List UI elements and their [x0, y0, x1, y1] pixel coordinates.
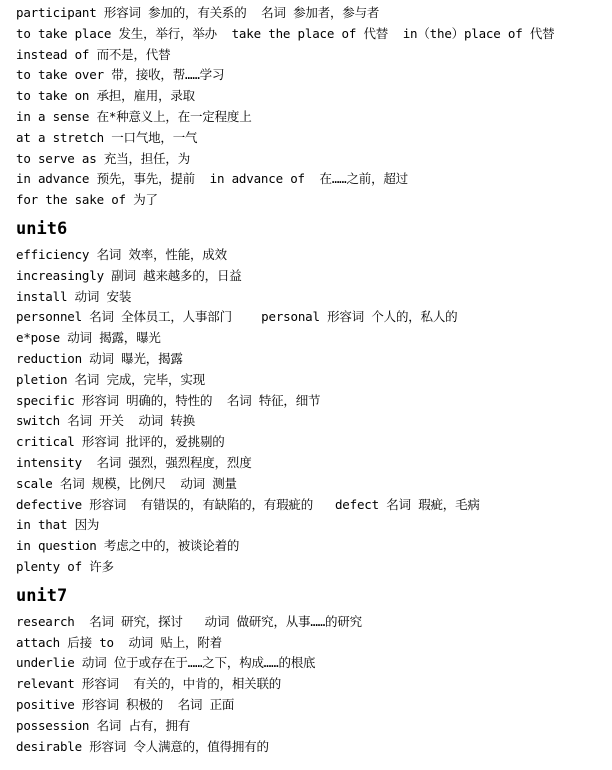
vocab-line: pletion 名词 完成，完毕，实现: [16, 371, 205, 387]
vocab-line: scale 名词 规模，比例尺 动词 测量: [16, 475, 237, 491]
vocab-line: positive 形容词 积极的 名词 正面: [16, 696, 235, 712]
unit-heading: unit7: [16, 585, 68, 606]
vocab-line: to take on 承担，雇用，录取: [16, 88, 195, 104]
vocab-line: relevant 形容词 有关的，中肯的，相关联的: [16, 676, 282, 692]
vocab-line: specific 形容词 明确的，特性的 名词 特征，细节: [16, 392, 321, 408]
vocab-line: critical 形容词 批评的，爱挑剔的: [16, 434, 225, 450]
unit-heading: unit6: [16, 218, 68, 239]
section-unit6: [16, 217, 606, 578]
vocab-line: desirable 形容词 令人满意的，值得拥有的: [16, 738, 269, 754]
vocab-line: research 名词 研究，探讨 动词 做研究，从事……的研究: [16, 613, 362, 629]
vocab-line: in advance 预先，事先，提前 in advance of 在……之前，超过: [16, 171, 408, 187]
vocab-line: efficiency 名词 效率，性能，成效: [16, 246, 227, 262]
vocab-line: at a stretch 一口气地，一气: [16, 129, 198, 145]
vocab-line: increasingly 副词 越来越多的，日益: [16, 267, 242, 283]
vocab-line: defective 形容词 有错误的，有缺陷的，有瑕疵的 defect 名词 瑕疵，毛病: [16, 496, 480, 512]
section-intro: [16, 3, 606, 211]
vocab-line: reduction 动词 曝光，揭露: [16, 350, 183, 366]
vocab-line: for the sake of 为了: [16, 192, 158, 208]
vocab-line: install 动词 安装: [16, 288, 132, 304]
vocab-line: to take over 带，接收，帮……学习: [16, 67, 225, 83]
document-page: [16, 3, 606, 757]
vocab-line: underlie 动词 位于或存在于……之下，构成……的根底: [16, 655, 316, 671]
vocab-line: possession 名词 占有，拥有: [16, 717, 191, 733]
section-unit7: [16, 584, 606, 758]
vocab-line: to take place 发生，举行，举办 take the place of 代替 in（the）place of 代替: [16, 25, 555, 41]
vocab-line: personnel 名词 全体员工，人事部门 personal 形容词 个人的，私人的: [16, 309, 458, 325]
vocab-line: e*pose 动词 揭露，曝光: [16, 330, 161, 346]
vocab-line: in question 考虑之中的，被谈论着的: [16, 538, 240, 554]
vocab-line: in that 因为: [16, 517, 100, 533]
vocab-line: instead of 而不是，代替: [16, 46, 171, 62]
vocab-line: participant 形容词 参加的，有关系的 名词 参加者，参与者: [16, 5, 380, 20]
vocab-line: intensity 名词 强烈，强烈程度，烈度: [16, 454, 252, 470]
vocab-line: switch 名词 开关 动词 转换: [16, 413, 195, 429]
vocab-line: plenty of 许多: [16, 558, 114, 574]
vocab-line: in a sense 在*种意义上，在一定程度上: [16, 108, 252, 124]
vocab-line: attach 后接 to 动词 贴上，附着: [16, 634, 222, 650]
vocab-line: to serve as 充当，担任，为: [16, 150, 191, 166]
